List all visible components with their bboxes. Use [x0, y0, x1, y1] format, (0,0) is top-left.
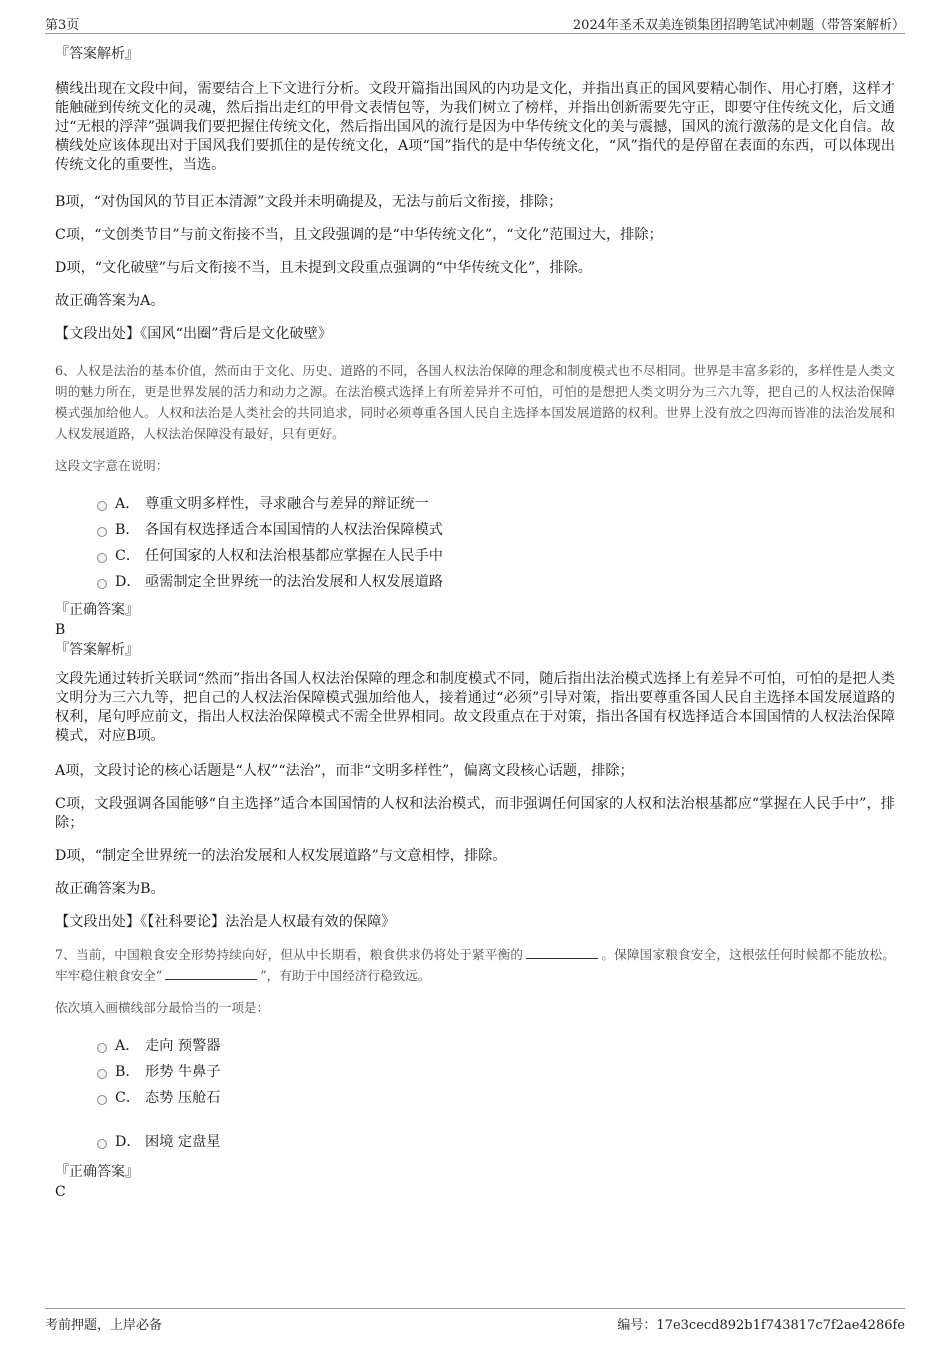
q5-source: 【文段出处】《国风“出圈”背后是文化破壁》 [55, 326, 332, 342]
q6-conclusion: 故正确答案为B。 [55, 881, 165, 897]
option-text: 困境 定盘星 [145, 1134, 221, 1150]
document-id: 编号：17e3cecd892b1f743817c7f2ae4286fe [617, 1318, 905, 1333]
q6-answer-tag: 『正确答案』 [55, 602, 139, 618]
q7-answer: C [55, 1184, 66, 1200]
radio-icon[interactable] [97, 501, 107, 511]
q5-conclusion: 故正确答案为A。 [55, 293, 165, 309]
radio-icon[interactable] [97, 553, 107, 563]
q7-question-part2: 。保障国家粮食安全，这根弦任何时候都不能放松。牢牢稳住粮食安全“ [55, 947, 896, 983]
q5-analysis-option-d: D项，“文化破壁”与后文衔接不当，且未提到文段重点强调的“中华传统文化”，排除。 [55, 260, 592, 276]
page-footer [45, 1308, 905, 1332]
q6-analysis-tag: 『答案解析』 [55, 642, 139, 658]
q7-option-a[interactable] [55, 1034, 895, 1060]
option-text: 态势 压舱石 [145, 1090, 221, 1106]
radio-icon[interactable] [97, 527, 107, 537]
document-title: 2024年圣禾双美连锁集团招聘笔试冲刺题（带答案解析） [572, 18, 905, 33]
q5-analysis-option-c: C项，“文创类节目”与前文衔接不当，且文段强调的是“中华传统文化”，“文化”范围过大，排除； [55, 227, 663, 243]
q7-question [55, 944, 895, 986]
q6-source: 【文段出处】《【社科要论】法治是人权最有效的保障》 [55, 914, 396, 930]
q6-options [55, 492, 895, 596]
q7-options [55, 1034, 895, 1156]
radio-icon[interactable] [97, 1095, 107, 1105]
radio-icon[interactable] [97, 1043, 107, 1053]
radio-icon[interactable] [97, 579, 107, 589]
q6-question: 6、人权是法治的基本价值，然而由于文化、历史、道路的不同，各国人权法治保障的理念和制度模式也不尽相同。世界是丰富多彩的，多样性是人类文明的魅力所在，更是世界发展的活力和动力之源。在法治模式选择上有所差异并不可怕，可怕的是想把人类文明分为三六九等，把自己的人权法治保障模式强加给他人。人权和法治是人类社会的共同追求，同时必须尊重各国人民自主选择本国发展道路的权利。世界上没有放之四海而皆准的法治发展和人权发展道路，人权法治保障没有最好，只有更好。 [55, 363, 895, 441]
q5-analysis-tag: 『答案解析』 [55, 46, 139, 62]
q6-option-c[interactable] [55, 544, 895, 570]
q7-question-part1: 7、当前，中国粮食安全形势持续向好，但从中长期看，粮食供求仍将处于紧平衡的 [55, 947, 524, 962]
option-text: 形势 牛鼻子 [145, 1064, 221, 1080]
page-number: 第3页 [45, 18, 80, 33]
q7-option-d[interactable] [55, 1130, 895, 1156]
option-text: 走向 预警器 [145, 1038, 221, 1054]
option-text: 亟需制定全世界统一的法治发展和人权发展道路 [145, 574, 443, 590]
q7-prompt: 依次填入画横线部分最恰当的一项是： [55, 1000, 270, 1015]
q6-analysis-option-c: C项，文段强调各国能够“自主选择”适合本国国情的人权和法治模式，而非强调任何国家的人权和法治根基都应“掌握在人民手中”，排除； [55, 796, 895, 831]
q7-option-c[interactable] [55, 1086, 895, 1112]
q7-option-b[interactable] [55, 1060, 895, 1086]
footer-slogan: 考前押题，上岸必备 [45, 1318, 163, 1333]
q6-option-a[interactable] [55, 492, 895, 518]
q6-option-d[interactable] [55, 570, 895, 596]
option-text: 任何国家的人权和法治根基都应掌握在人民手中 [145, 548, 443, 564]
q6-option-b[interactable] [55, 518, 895, 544]
q7-answer-tag: 『正确答案』 [55, 1164, 139, 1180]
q6-answer: B [55, 622, 66, 638]
radio-icon[interactable] [97, 1069, 107, 1079]
fill-blank-2 [165, 966, 257, 980]
q5-analysis-option-b: B项，“对伪国风的节目正本清源”文段并未明确提及，无法与前后文衔接，排除； [55, 194, 563, 210]
q6-prompt: 这段文字意在说明： [55, 458, 169, 473]
q7-question-part3: ”，有助于中国经济行稳致远。 [260, 968, 431, 983]
option-letter: B． [115, 1064, 140, 1080]
option-letter: C． [115, 548, 141, 564]
option-text: 尊重文明多样性，寻求融合与差异的辩证统一 [145, 496, 429, 512]
option-letter: A． [115, 1038, 140, 1054]
option-text: 各国有权选择适合本国国情的人权法治保障模式 [145, 522, 443, 538]
option-letter: D． [115, 1134, 141, 1150]
q6-analysis-option-a: A项，文段讨论的核心话题是“人权”“法治”，而非“文明多样性”，偏离文段核心话题，排除； [55, 763, 634, 779]
document-body [55, 44, 895, 1202]
q6-analysis-option-d: D项，“制定全世界统一的法治发展和人权发展道路”与文意相悖，排除。 [55, 848, 507, 864]
fill-blank-1 [526, 945, 598, 959]
q6-analysis-paragraph: 文段先通过转折关联词“然而”指出各国人权法治保障的理念和制度模式不同，随后指出法治模式选择上有差异不可怕，可怕的是把人类文明分为三六九等，把自己的人权法治保障模式强加给他人，接着通过“必须”引导对策，指出要尊重各国人民自主选择本国发展道路的权利，尾句呼应前文，指出人权法治保障模式不需全世界相同。故文段重点在于对策，指出各国有权选择适合本国国情的人权法治保障模式，对应B项。 [55, 671, 895, 744]
page-header [45, 12, 905, 34]
option-letter: A． [115, 496, 140, 512]
option-letter: D． [115, 574, 141, 590]
q5-analysis-paragraph: 横线出现在文段中间，需要结合上下文进行分析。文段开篇指出国风的内功是文化，并指出真正的国风要精心制作、用心打磨，这样才能触碰到传统文化的灵魂，然后指出走红的甲骨文表情包等，为我们树立了榜样，并指出创新需要先守正，即要守住传统文化，后文通过“无根的浮萍”强调我们要把握住传统文化，然后指出国风的流行是因为中华传统文化的美与震撼，国风的流行激荡的是文化自信。故横线处应该体现出对于国风我们要抓住的是传统文化，A项“国”指代的是中华传统文化，“风”指代的是停留在表面的东西，可以体现出传统文化的重要性，当选。 [55, 81, 895, 173]
option-letter: B． [115, 522, 140, 538]
option-letter: C． [115, 1090, 141, 1106]
radio-icon[interactable] [97, 1139, 107, 1149]
